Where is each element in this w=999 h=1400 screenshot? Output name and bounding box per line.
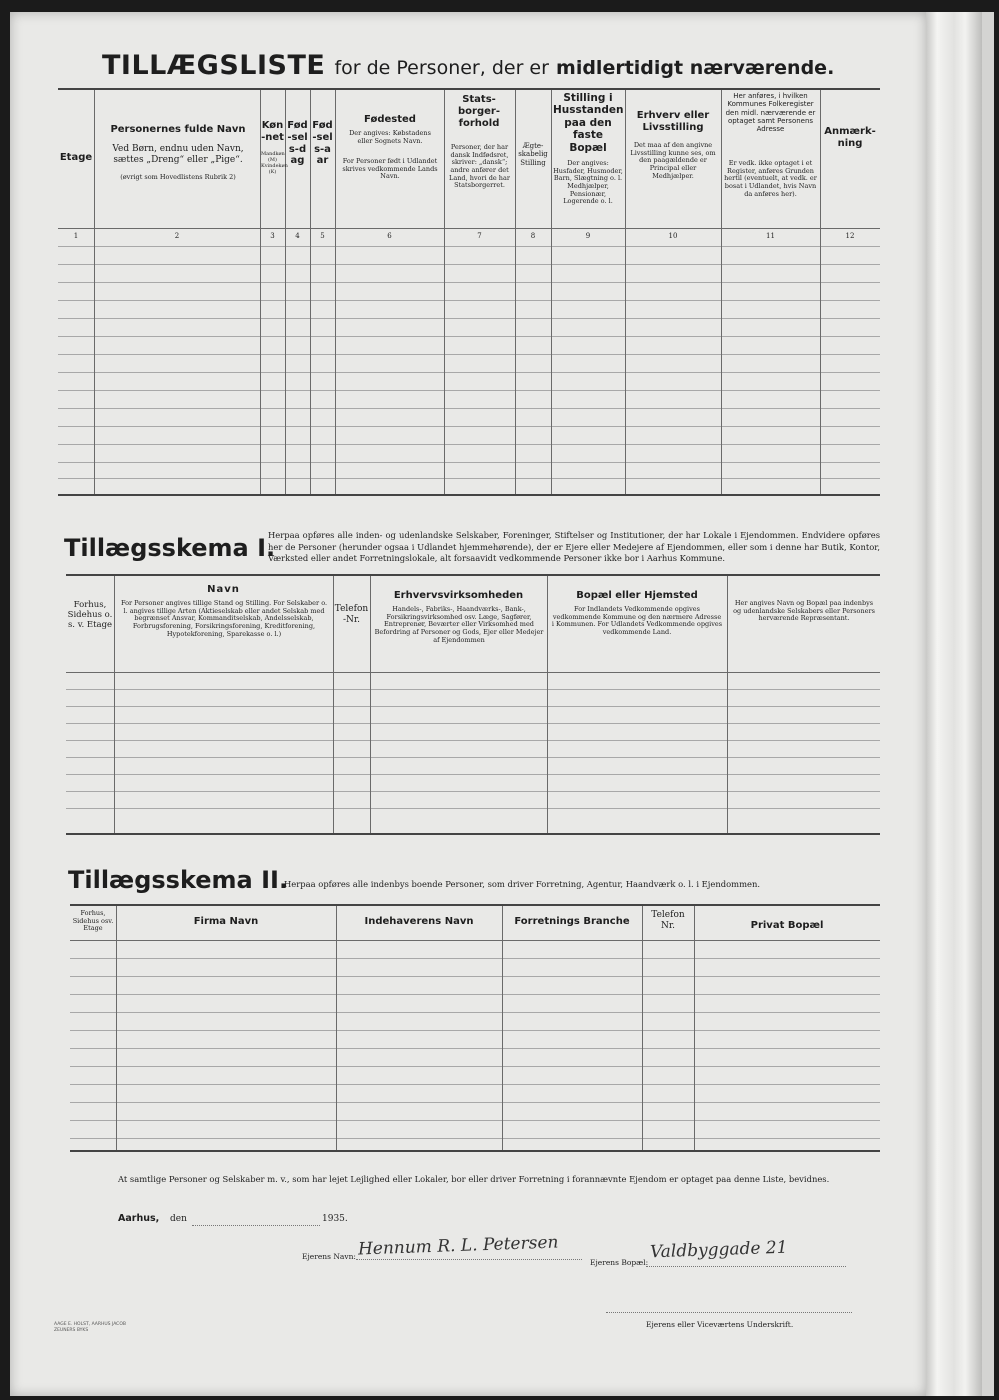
skema2-col-indehaver: Indehaverens Navn <box>364 916 474 927</box>
skema1-col-repraesentant: Her angives Navn og Bopæl paa indenbys og udenlandske Selskabers eller Personers herværende Repræsentant. <box>733 599 875 623</box>
owner-name-label: Ejerens Navn: <box>302 1252 356 1261</box>
page-edge-back <box>982 12 994 1396</box>
title-end: midlertidigt nærværende. <box>556 57 835 79</box>
page-edge <box>926 12 982 1396</box>
signature-line <box>606 1312 852 1313</box>
col-navn: Personernes fulde Navn <box>110 124 246 135</box>
skema2-col-firma: Firma Navn <box>193 916 259 927</box>
skema2-col-branche: Forretnings Branche <box>514 916 630 927</box>
skema1-title: Tillægsskema I. <box>64 534 276 562</box>
col-foedselsaar: Fød-sels-aar <box>312 120 333 167</box>
printer-imprint: AAGE E. HOLST, AARHUS JACOB ZEUNERS BYKS <box>54 1322 126 1333</box>
skema1-col-erhverv: Erhvervsvirksomheden <box>393 590 524 601</box>
signature-caption: Ejerens eller Viceværtens Underskrift. <box>646 1320 794 1329</box>
skema2-title: Tillægsskema II. <box>68 866 289 894</box>
main-title <box>102 50 834 81</box>
skema2-col-privat-bopael: Privat Bopæl <box>750 920 824 931</box>
col-foedselsdag: Fød-sels-dag <box>287 120 308 167</box>
place-label: Aarhus, <box>118 1213 160 1224</box>
skema1-intro: Herpaa opføres alle inden- og udenlandske Selskaber, Foreninger, Stiftelser og Institutioner, der har Lokale i Ejendommen. Endvidere opføres her de Personer (herunder ogsaa i Udlandet hjemmehørende), der er Ejere eller Medejere af Ejendommen, eller som i denne har Butik, Kontor, Værksted eller andet Forretningslokale, alt forsaavidt vedkommende Personer ikke bor i Aarhus Kommune. <box>268 530 880 564</box>
title-tillaegsliste: TILLÆGSLISTE <box>102 50 326 81</box>
date-line <box>192 1225 320 1226</box>
owner-address-label: Ejerens Bopæl: <box>590 1258 649 1267</box>
skema2-intro: Herpaa opføres alle indenbys boende Personer, som driver Forretning, Agentur, Haandværk o. l. i Ejendommen. <box>284 879 761 889</box>
skema1-col-etage: Forhus, Sidehus o. s. v. Etage <box>67 600 113 631</box>
skema2-col-telefon: Telefon Nr. <box>651 910 685 931</box>
year-label: 1935. <box>322 1214 348 1224</box>
col-folkeregister: Her anføres, i hvilken Kommunes Folkeregister den midl. nærværende er optaget samt Personens Adresse <box>725 92 816 133</box>
col-aegteskabelig: Ægte-skabelig Stilling <box>518 142 548 167</box>
skema1-col-bopael: Bopæl eller Hjemsted <box>576 590 698 601</box>
col-etage: Etage <box>59 152 93 163</box>
owner-name-signature: Hennum R. L. Petersen <box>357 1232 559 1260</box>
col-statsborgerforhold: Stats-borger-forhold <box>458 94 500 129</box>
title-middle: for de Personer, der er <box>334 57 549 79</box>
col-anmaerkning: Anmærk-ning <box>824 126 876 149</box>
owner-address-signature: Valdbyggade 21 <box>649 1237 788 1263</box>
den-label: den <box>170 1214 187 1224</box>
col-stilling-husstanden: Stilling i Husstanden paa den faste Bopæl <box>553 92 624 154</box>
skema2-col-etage: Forhus, Sidehus osv. Etage <box>72 909 114 933</box>
col-erhverv: Erhverv eller Livsstilling <box>636 110 710 133</box>
skema1-col-navn: Navn <box>207 584 240 595</box>
form-page: TILLÆGSLISTE for de Personer, der er midlertidigt nærværende. Etage 1 Personernes fulde Navn Ved Børn, endnu uden Navn, sættes „Dreng“ eller „Pige“. (øvrigt som Hovedlistens Rubrik 2) 2 Køn-net Mandkøn (M) Kvindekøn (K) 3 Fød-sels-dag 4 Fød-sels-aar 5 Fødested Der angives: Købstadens eller Sognets Navn. For Personer født i Udlandet skrives vedkommende Lands Navn. 6 Stats-borger-forhold Personer, der har dansk Indfødsret, skriver: „dansk“; andre anfører det Land, hvori de har Statsborgerret. 7 Ægte-skabelig Stilling 8 Stilling i Husstanden paa den faste Bopæl Der angives: Husfader, Husmoder, Barn, Slægtning o. l. Medhjælper, Pensionær, Logerende o. l. 9 Erhverv eller Livsstilling Det maa af den angivne Livsstilling kunne ses, om den paagældende er Principal eller Medhjælper. 10 Her anføres, i hvilken Kommunes Folkeregister den midl. nærværende er optaget samt Personens Adresse Er vedk. ikke optaget i et Register, anføres Grunden hertil (eventuelt, at vedk. er bosat i Udlandet, hvis Navn da anføres her). 11 Anmærk-ning 12 Tillægsskema I. Herpaa opføres alle inden- og udenlandske Selskaber, Foreninger, Stiftelser og Institutioner, der har Lokale i Ejendommen. Endvidere opføres her de Personer (herunder ogsaa i Udlandet hjemmehørende), der er Ejere eller Medejere af Ejendommen, eller som i denne har Butik, Kontor, Værksted eller andet Forretningslokale, alt forsaavidt vedkommende Personer ikke bor i Aarhus Kommune. Forhus, Sidehus o. s. v. Etage Navn For Personer angives tillige Stand og Stilling. For Selskaber o. l. angives tillige Arten (Aktieselskab eller andet Selskab med begrænset Ansvar, Kommanditselskab, Andelsselskab, Forbrugsforening, Forsikringsforening, Kreditforening, Hypotekforening, Sparekasse o. l.) Telefon-Nr. Erhvervsvirksomheden Handels-, Fabriks-, Haandværks-, Bank-, Forsikringsvirksomhed osv. Læge, Sagfører, Entreprenør, Beværter eller Virksomhed med Befordring af Personer og Gods, Ejer eller Medejer af Ejendommen Bopæl eller Hjemsted For Indlandets Vedkommende opgives vedkommende Kommune og den nærmere Adresse i Kommunen. For Udlandets Vedkommende opgives vedkommende Land. Her angives Navn og Bopæl paa indenbys og udenlandske Selskabers eller Personers herværende Repræsentant. Tillægsskema II. Herpaa opføres alle indenbys boende Personer, som driver Forretning, Agentur, Haandværk o. l. i Ejendommen. Forhus, Sidehus osv. Etage Firma Navn Indehaverens Navn Forretnings Branche Telefon Nr. Privat Bopæl At samtlige Personer og Selskaber m. v., som har lejet Lejlighed eller Lokaler, bor eller driver Forretning i forannævnte Ejendom er optaget paa denne Liste, bevidnes. Aarhus, den 1935. Ejerens Navn: Hennum R. L. Petersen Ejerens Bopæl: Valdbyggade 21 Ejerens eller Viceværtens Underskrift. AAGE E. HOLST, AARHUS JACOB ZEUNERS BYKS <box>10 12 926 1396</box>
col-foedested: Fødested <box>364 114 416 125</box>
col-koennet: Køn-net <box>261 120 284 143</box>
declaration-text: At samtlige Personer og Selskaber m. v., som har lejet Lejlighed eller Lokaler, bor eller driver Forretning i forannævnte Ejendom er optaget paa denne Liste, bevidnes. <box>118 1174 830 1184</box>
skema1-col-telefon: Telefon-Nr. <box>334 604 369 625</box>
